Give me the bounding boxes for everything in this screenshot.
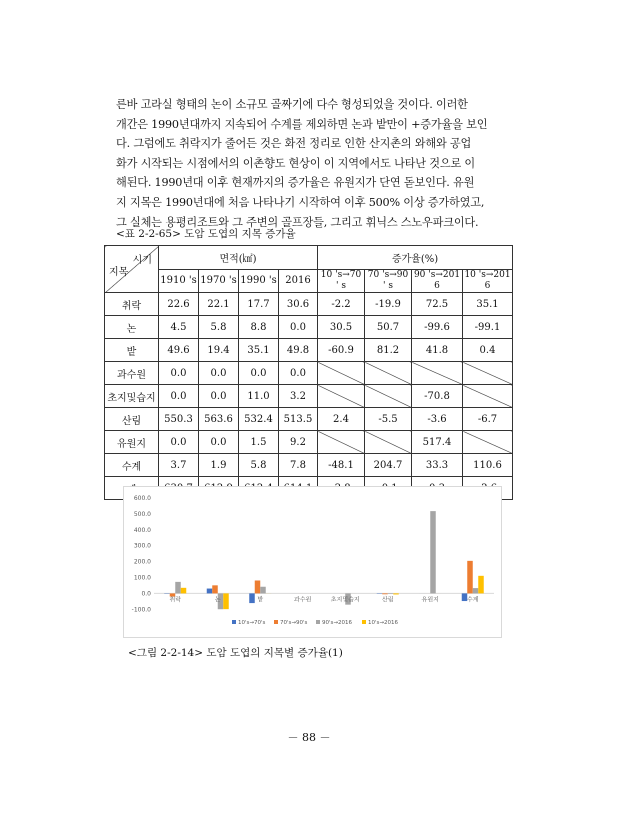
rate-cell <box>318 362 365 385</box>
growth-rate-chart <box>124 487 501 637</box>
row-category: 과수원 <box>105 362 159 385</box>
bar-2-1 <box>255 580 261 593</box>
area-cell: 19.4 <box>199 339 239 362</box>
corner-period-label: 시기 <box>132 255 152 266</box>
row-category: 유원지 <box>105 431 159 454</box>
area-cell: 3.7 <box>159 454 199 477</box>
table-row <box>105 316 513 339</box>
area-cell: 532.4 <box>239 408 279 431</box>
paragraph-line: 다. 그럼에도 취락지가 줄어든 것은 화전 정리로 인한 산지촌의 와해와 공업 <box>116 137 472 151</box>
rate-cell: 81.2 <box>365 339 412 362</box>
bar-2-0 <box>249 593 255 603</box>
rate-col-header-line: ' s <box>336 280 346 291</box>
rate-cell: 41.8 <box>412 339 463 362</box>
area-cell: 22.1 <box>199 293 239 316</box>
area-cell: 1.9 <box>199 454 239 477</box>
rate-cell: 50.7 <box>365 316 412 339</box>
table-row <box>105 408 513 431</box>
area-cell: 22.6 <box>159 293 199 316</box>
x-tick-label: 과수원 <box>294 596 312 604</box>
rate-group-header: 증가율(%) <box>318 246 513 270</box>
legend-swatch <box>274 620 278 624</box>
paragraph-line: 개간은 1990년대까지 지속되어 수계를 제외하면 논과 밭만이 +증가율을 보인 <box>116 117 488 131</box>
area-cell: 563.6 <box>199 408 239 431</box>
rate-col-header-line: 6 <box>484 280 491 291</box>
bar-1-0 <box>207 589 213 594</box>
rate-cell <box>365 362 412 385</box>
area-group-header: 면적(㎢) <box>159 246 318 270</box>
rate-cell: 33.3 <box>412 454 463 477</box>
rate-cell: -2.2 <box>318 293 365 316</box>
paragraph-line: 지 지목은 1990년대에 처음 나타나기 시작하여 이후 500% 이상 증가하였고, <box>116 195 485 209</box>
rate-cell <box>463 385 513 408</box>
area-cell: 0.0 <box>159 385 199 408</box>
bar-1-1 <box>212 585 218 593</box>
table-row <box>105 454 513 477</box>
x-tick-label: 초지및습지 <box>330 596 360 604</box>
area-cell: 550.3 <box>159 408 199 431</box>
table-row <box>105 385 513 408</box>
area-cell: 0.0 <box>239 362 279 385</box>
rate-cell: 0.4 <box>463 339 513 362</box>
rate-cell: -48.1 <box>318 454 365 477</box>
row-category: 초지및습지 <box>105 385 159 408</box>
bar-7-1 <box>467 561 473 594</box>
bar-7-3 <box>478 576 484 594</box>
land-use-table <box>104 245 513 500</box>
area-cell: 11.0 <box>239 385 279 408</box>
rate-cell <box>463 362 513 385</box>
area-cell: 3.2 <box>279 385 318 408</box>
x-tick-label: 유원지 <box>421 596 439 604</box>
area-col-header: 1990 's <box>239 269 279 293</box>
area-cell: 513.5 <box>279 408 318 431</box>
bar-2-2 <box>260 587 266 594</box>
rate-cell: 35.1 <box>463 293 513 316</box>
row-category: 취락 <box>105 293 159 316</box>
area-col-header: 1970 's <box>199 269 239 293</box>
area-cell: 0.0 <box>199 431 239 454</box>
rate-cell: -99.6 <box>412 316 463 339</box>
rate-cell: -60.9 <box>318 339 365 362</box>
area-cell: 4.5 <box>159 316 199 339</box>
y-tick-label: -100.0 <box>131 606 151 614</box>
legend-label: 70's→90's <box>280 620 308 626</box>
area-cell: 5.8 <box>199 316 239 339</box>
y-tick-label: 600.0 <box>133 495 151 502</box>
area-cell: 0.0 <box>279 362 318 385</box>
rate-cell <box>365 431 412 454</box>
rate-col-header-line: 70 's→90 <box>367 269 409 280</box>
body-paragraph <box>116 95 516 232</box>
page-number: － 88 － <box>287 731 331 744</box>
figure-caption: <그림 2-2-14> 도암 도엽의 지목별 증가율(1) <box>128 647 343 659</box>
rate-col-header <box>365 269 412 293</box>
rate-cell: -70.8 <box>412 385 463 408</box>
legend-swatch <box>232 620 236 624</box>
rate-col-header-line: 10 's→201 <box>464 269 511 280</box>
legend-swatch <box>362 620 366 624</box>
bar-0-3 <box>181 588 187 594</box>
rate-cell: 110.6 <box>463 454 513 477</box>
bar-5-2 <box>388 593 394 594</box>
area-cell: 0.0 <box>159 362 199 385</box>
table-row <box>105 339 513 362</box>
bar-5-1 <box>382 593 388 594</box>
corner-category-label: 지목 <box>109 267 129 278</box>
x-tick-label: 논 <box>214 596 221 604</box>
y-tick-label: 0.0 <box>141 590 151 598</box>
y-tick-label: 300.0 <box>133 542 151 550</box>
bar-7-2 <box>473 588 479 593</box>
rate-col-header-line: ' s <box>383 280 393 291</box>
x-tick-label: 취락 <box>169 596 182 604</box>
table-row <box>105 293 513 316</box>
x-tick-label: 수계 <box>466 596 479 604</box>
area-cell: 35.1 <box>239 339 279 362</box>
paragraph-line: 화가 시작되는 시점에서의 이촌향도 현상이 이 지역에서도 나타난 것으로 이 <box>116 156 476 170</box>
row-category: 산림 <box>105 408 159 431</box>
bar-1-3 <box>223 593 229 609</box>
table-caption: <표 2-2-65> 도암 도엽의 지목 증가율 <box>116 228 296 240</box>
x-tick-label: 밭 <box>257 596 264 604</box>
rate-cell: -5.5 <box>365 408 412 431</box>
rate-cell <box>318 431 365 454</box>
rate-cell: 204.7 <box>365 454 412 477</box>
area-cell: 1.5 <box>239 431 279 454</box>
legend-label: 90's→2016 <box>322 620 352 626</box>
rate-cell <box>365 385 412 408</box>
y-tick-label: 200.0 <box>133 558 151 566</box>
legend-swatch <box>316 620 320 624</box>
chart-frame <box>123 486 502 638</box>
rate-cell: 517.4 <box>412 431 463 454</box>
rate-cell: -99.1 <box>463 316 513 339</box>
rate-cell: -6.7 <box>463 408 513 431</box>
area-cell: 30.6 <box>279 293 318 316</box>
area-cell: 0.0 <box>279 316 318 339</box>
rate-col-header-line: 10 's→70 <box>320 269 362 280</box>
row-category: 논 <box>105 316 159 339</box>
area-cell: 9.2 <box>279 431 318 454</box>
rate-cell: 30.5 <box>318 316 365 339</box>
area-col-header: 1910 's <box>159 269 199 293</box>
x-tick-label: 산림 <box>381 596 394 604</box>
bar-5-3 <box>393 593 399 594</box>
y-tick-label: 400.0 <box>133 526 151 534</box>
rate-col-header <box>463 269 513 293</box>
area-cell: 8.8 <box>239 316 279 339</box>
area-cell: 17.7 <box>239 293 279 316</box>
rate-col-header <box>412 269 463 293</box>
legend-label: 10's→70's <box>238 620 266 626</box>
row-category: 수계 <box>105 454 159 477</box>
table-row <box>105 362 513 385</box>
paragraph-line: 른바 고라실 형태의 논이 소규모 골짜기에 다수 형성되었을 것이다. 이러한 <box>116 98 468 111</box>
table-corner-header <box>105 246 159 293</box>
area-cell: 5.8 <box>239 454 279 477</box>
paragraph-line: 그 실체는 용평리조트와 그 주변의 골프장들, 그리고 휘닉스 스노우파크이다. <box>116 215 479 229</box>
bar-0-2 <box>175 582 181 594</box>
area-cell: 7.8 <box>279 454 318 477</box>
area-cell: 49.8 <box>279 339 318 362</box>
legend-label: 10's→2016 <box>368 620 398 626</box>
rate-col-header-line: 6 <box>434 280 440 291</box>
area-cell: 0.0 <box>159 431 199 454</box>
paragraph-line: 해된다. 1990년대 이후 현재까지의 증가율은 유원지가 단연 돋보인다. 유원 <box>116 176 475 190</box>
table-row <box>105 431 513 454</box>
rate-cell <box>318 385 365 408</box>
y-tick-label: 100.0 <box>133 574 151 582</box>
area-cell: 0.0 <box>199 385 239 408</box>
row-category: 밭 <box>105 339 159 362</box>
area-cell: 0.0 <box>199 362 239 385</box>
rate-col-header <box>318 269 365 293</box>
rate-cell: -3.6 <box>412 408 463 431</box>
rate-cell: 72.5 <box>412 293 463 316</box>
rate-cell <box>463 431 513 454</box>
rate-cell: -19.9 <box>365 293 412 316</box>
area-col-header: 2016 <box>279 269 318 293</box>
bar-6-2 <box>430 511 436 593</box>
y-tick-label: 500.0 <box>133 510 151 518</box>
rate-cell <box>412 362 463 385</box>
rate-col-header-line: 90 's→201 <box>413 269 461 280</box>
area-cell: 49.6 <box>159 339 199 362</box>
rate-cell: 2.4 <box>318 408 365 431</box>
